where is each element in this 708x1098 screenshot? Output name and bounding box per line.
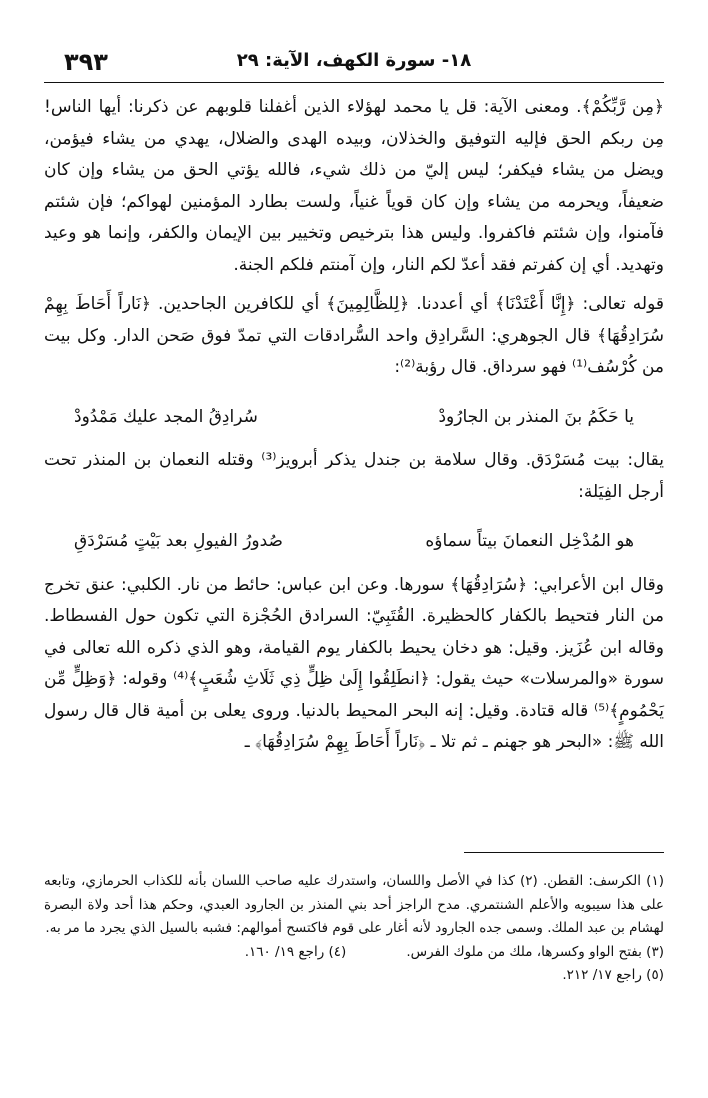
paragraph-3: يقال: بيت مُسَرْدَق. وقال سلامة بن جندل يذكر أبرويز⁽³⁾ وقتله النعمان بن المنذر تحت أرجل الفِيَلة: [44,450,664,502]
paragraph-2: قوله تعالى: ﴿إِنَّا أَعْتَدْنَا﴾ أي أعددنا. ﴿لِلظَّالِمِينَ﴾ أي للكافرين الجاحدين. ﴿نَاراً أَحَاطَ بِهِمْ سُرَادِقُهَا﴾ قال الجوهري: السَّرادِق واحد السُّرادقات التي تمدّ فوق صَحن الدار. وكل بيت من كُرْسُف⁽¹⁾ فهو سرداق. قال رؤبة⁽²⁾: [44,294,664,377]
running-title: ١٨- سورة الكهف، الآية: ٢٩ [236,50,472,71]
book-page [44,0,664,1098]
footnote-1-2: (١) الكرسف: القطن. (٢) كذا في الأصل واللسان، واستدرك عليه صاحب اللسان بأنه للكذاب الحرمازي، وتابعه على هذا سيبويه والأعلم الشنتمري. مدح الراجز أحد بني المنذر بن الجارود العبدي، وحكم هذا أحد ولاة البصرة لهشام بن عبد الملك. وسمى جده الجارود لأنه أغار على قوم فاكتسح أموالهم: فشبه بالسيل الذي يجرد ما مر به. [44,873,664,936]
page-number: ٣٩٣ [64,48,108,76]
verse-2-first-hemistich: هو المُدْخِل النعمانَ بيتاً سماؤه [425,531,634,551]
verse-1 [44,402,664,434]
paragraph-4: وقال ابن الأعرابي: ﴿سُرَادِقُهَا﴾ سورها. وعن ابن عباس: حائط من نار. الكلبي: عنق تخرج من النار فتحيط بالكفار كالحظيرة. القُتَبِيّ: السرادق الحُجْزة التي تكون حول الفسطاط. وقاله ابن عُزَيز. وقيل: هو دخان يحيط بالكفار يوم القيامة، وهو الذي ذكره الله تعالى في سورة «والمرسلات» حيث يقول: ﴿انطَلِقُوا إِلَىٰ ظِلٍّ ذِي ثَلَاثِ شُعَبٍ﴾⁽⁴⁾ وقوله: ﴿وَظِلٍّ مِّن يَحْمُومٍ﴾⁽⁵⁾ قاله قتادة. وقيل: إنه البحر المحيط بالدنيا. وروى يعلى بن أمية قال قال رسول الله ﷺ: «البحر هو جهنم ـ ثم تلا ـ ﴿نَاراً أَحَاطَ بِهِمْ سُرَادِقُهَا﴾ ـ [44,574,664,752]
paragraph-1: ﴿مِن رَّبِّكُمْ﴾. ومعنى الآية: قل يا محمد لهؤلاء الذين أغفلنا قلوبهم عن ذكرنا: أيها الناس! مِن ربكم الحق فإليه التوفيق والخذلان، وبيده الهدى والضلال، يهدي من يشاء فيؤمن، ويضل من يشاء فيكفر؛ ليس إليّ من ذلك شيء، فالله يؤتي الحق من يشاء وإن كان ضعيفاً، ويحرمه من يشاء وإن كان قوياً غنياً، ولست بطارد المؤمنين لهواكم؛ فإن شئتم فآمنوا، وإن شئتم فاكفروا. وليس هذا بترخيص وتخيير بين الإيمان والكفر، وإنما هو وعيد وتهديد. أي إن كفرتم فقد أعدّ لكم النار، وإن آمنتم فلكم الجنة. [44,97,664,275]
footnote-3: (٣) بفتح الواو وكسرها، ملك من ملوك الفرس. [406,943,664,960]
page-header [44,48,664,80]
header-divider [44,82,664,83]
footnotes [44,870,664,988]
footnote-5: (٥) راجع ١٧/ ٢١٢. [562,967,664,983]
main-text [44,92,664,759]
verse-1-first-hemistich: يا حَكَمُ بنَ المنذر بن الجارُودْ [438,406,634,427]
footnote-row-3-4 [44,941,664,965]
verse-1-second-hemistich: سُرادِقُ المجد عليك مَمْدُودْ [74,406,258,427]
footnote-4: (٤) راجع ١٩/ ١٦٠. [244,943,347,960]
verse-2-second-hemistich: صُدورُ الفيولِ بعد بَيْتٍ مُسَرْدَقِ [74,531,283,551]
footnote-divider [464,852,664,853]
verse-2 [44,526,664,558]
